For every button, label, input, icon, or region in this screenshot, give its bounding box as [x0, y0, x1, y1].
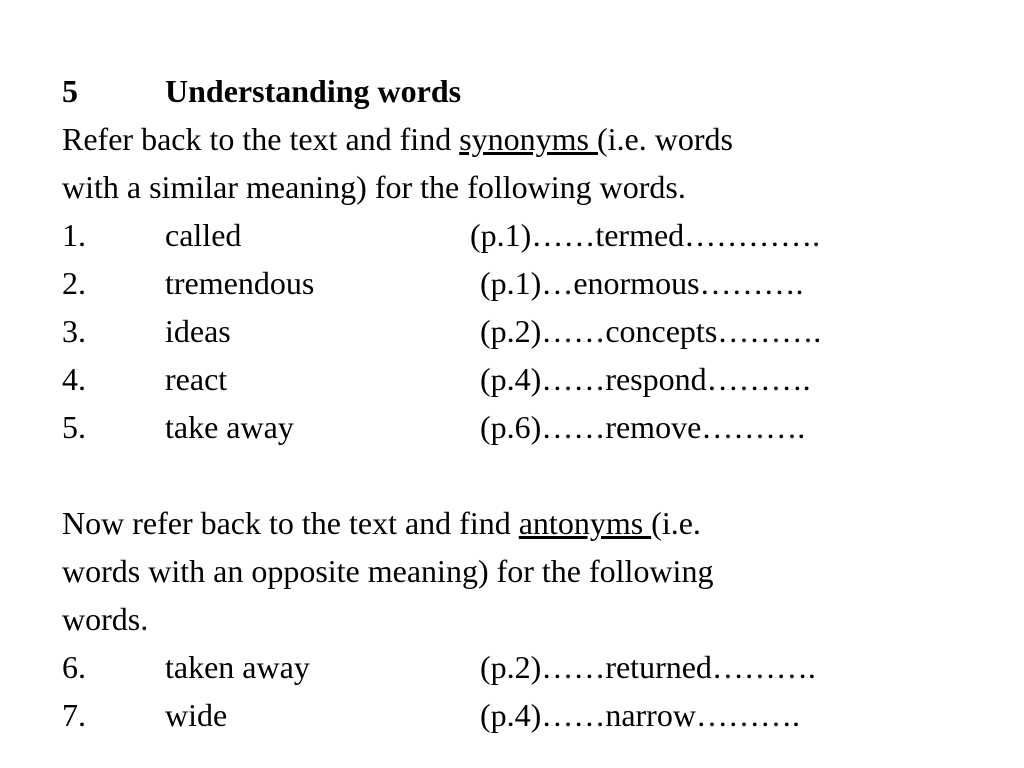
- item-answer: (p.6)……remove……….: [480, 409, 806, 445]
- antonyms-intro-after: (i.e.: [651, 505, 701, 541]
- item-answer: (p.2)……returned……….: [480, 649, 816, 685]
- section-number: 5: [62, 73, 78, 109]
- item-word: wide: [165, 697, 228, 733]
- item-number: 3.: [62, 313, 86, 349]
- antonyms-instruction-line3: words.: [62, 601, 149, 637]
- antonyms-instruction-line2: words with an opposite meaning) for the following: [62, 553, 714, 589]
- item-word: react: [165, 361, 228, 397]
- section-title: Understanding words: [165, 73, 462, 109]
- antonyms-intro-text: Now refer back to the text and find: [62, 505, 519, 541]
- item-number: 5.: [62, 409, 86, 445]
- synonyms-instruction-line1: [62, 115, 733, 163]
- item-answer: (p.4)……narrow……….: [480, 697, 800, 733]
- item-answer: (p.2)……concepts……….: [480, 313, 822, 349]
- antonyms-instruction-line1: [62, 499, 701, 547]
- synonyms-instruction-line2: with a similar meaning) for the following words.: [62, 169, 686, 205]
- item-answer: (p.1)……termed………….: [470, 217, 821, 253]
- item-word: taken away: [165, 649, 310, 685]
- item-word: called: [165, 217, 242, 253]
- synonyms-intro-text: Refer back to the text and find: [62, 121, 460, 157]
- synonyms-keyword: synonyms (: [459, 121, 608, 157]
- antonyms-keyword: antonyms: [518, 505, 652, 541]
- synonyms-intro-after: i.e. words: [607, 121, 733, 157]
- item-word: tremendous: [165, 265, 315, 301]
- item-number: 4.: [62, 361, 86, 397]
- item-number: 6.: [62, 649, 86, 685]
- item-word: take away: [165, 409, 294, 445]
- item-number: 1.: [62, 217, 86, 253]
- item-number: 2.: [62, 265, 86, 301]
- item-answer: (p.1)…enormous……….: [480, 265, 804, 301]
- item-word: ideas: [165, 313, 231, 349]
- item-number: 7.: [62, 697, 86, 733]
- item-answer: (p.4)……respond……….: [480, 361, 811, 397]
